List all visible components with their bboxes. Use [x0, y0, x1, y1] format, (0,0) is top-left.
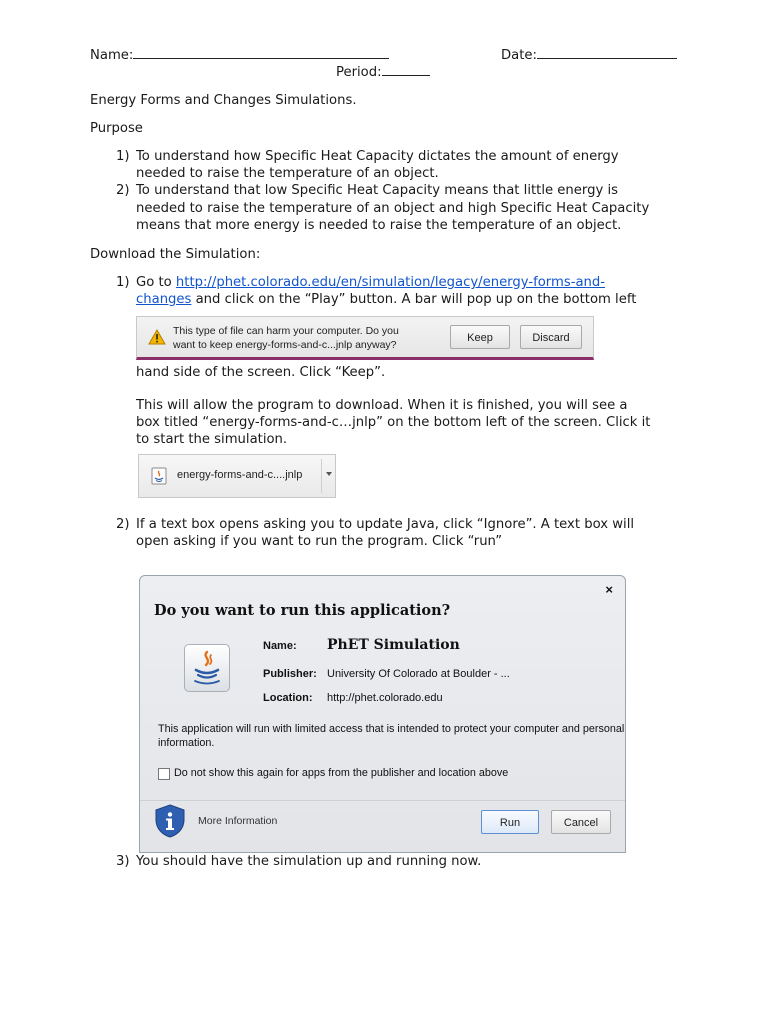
- more-information-link[interactable]: More Information: [198, 815, 278, 827]
- step-3-text: You should have the simulation up and running now.: [136, 854, 482, 869]
- date-label: Date:: [501, 48, 537, 63]
- purpose-heading: Purpose: [90, 121, 143, 136]
- dialog-title: Do you want to run this application?: [154, 602, 451, 619]
- download-chip-divider: [321, 459, 322, 493]
- app-name-value: PhET Simulation: [327, 637, 460, 653]
- simulation-link[interactable]: http://phet.colorado.edu/en/simulation/legacy/energy-forms-and-: [175, 275, 606, 290]
- purpose-item-2-line-2: needed to raise the temperature of an object and high Specific Heat Capacity: [136, 201, 650, 216]
- step-1-para-line-1: This will allow the program to download. When it is finished, you will see a: [136, 398, 628, 413]
- step-2-line-2: open asking if you want to run the program. Click “run”: [136, 534, 503, 549]
- warning-text-line-2: want to keep energy-forms-and-c...jnlp anyway?: [173, 339, 397, 351]
- run-button[interactable]: Run: [481, 810, 539, 834]
- name-blank: [133, 46, 389, 59]
- step-2-number: 2): [116, 517, 130, 532]
- step-1-line-2: [136, 291, 636, 308]
- download-chip[interactable]: [138, 454, 336, 498]
- java-run-dialog: [139, 575, 626, 853]
- jnlp-file-icon: [151, 467, 167, 485]
- step-1-para-line-2: box titled “energy-forms-and-c…jnlp” on the bottom left of the screen. Click it: [136, 415, 651, 430]
- publisher-value: University Of Colorado at Boulder - ...: [327, 668, 510, 680]
- chevron-down-icon[interactable]: [325, 471, 333, 477]
- step-1-para-line-3: to start the simulation.: [136, 432, 288, 447]
- do-not-show-label: Do not show this again for apps from the publisher and location above: [174, 767, 509, 779]
- name-label: Name:: [90, 48, 134, 63]
- purpose-item-1-line-2: needed to raise the temperature of an object.: [136, 166, 439, 181]
- name-field[interactable]: [90, 46, 389, 63]
- location-label: Location:: [263, 692, 313, 704]
- download-chip-filename: energy-forms-and-c....jnlp: [177, 469, 303, 481]
- security-message: [158, 722, 624, 750]
- publisher-label: Publisher:: [263, 668, 317, 680]
- step-1-after-bar: hand side of the screen. Click “Keep”.: [136, 365, 386, 380]
- java-logo-icon: [184, 644, 230, 692]
- step-3-number: 3): [116, 854, 130, 869]
- dialog-divider: [140, 800, 625, 801]
- period-field[interactable]: [336, 63, 430, 80]
- discard-button[interactable]: Discard: [520, 325, 582, 349]
- step-1-number: 1): [116, 275, 130, 290]
- step-2-line-1: If a text box opens asking you to update Java, click “Ignore”. A text box will: [136, 517, 635, 532]
- warning-text-line-1: This type of file can harm your computer. Do you: [173, 325, 399, 337]
- security-message-line-2: information.: [158, 737, 215, 749]
- name-field-label: Name:: [263, 640, 297, 652]
- purpose-item-2-line-1: To understand that low Specific Heat Capacity means that little energy is: [136, 183, 618, 198]
- download-heading: Download the Simulation:: [90, 247, 261, 262]
- download-warning-bar: [136, 316, 594, 360]
- date-field[interactable]: [501, 46, 677, 63]
- step-1-line-1: [136, 274, 605, 291]
- info-shield-icon[interactable]: [154, 804, 186, 838]
- do-not-show-checkbox[interactable]: [158, 768, 170, 780]
- purpose-item-1-number: 1): [116, 149, 130, 164]
- keep-button[interactable]: Keep: [450, 325, 510, 349]
- simulation-link-continued[interactable]: changes: [136, 292, 192, 307]
- close-icon[interactable]: ×: [605, 582, 613, 597]
- period-blank: [382, 63, 430, 76]
- period-label: Period:: [336, 65, 382, 80]
- security-message-line-1: This application will run with limited access that is intended to protect your computer and personal: [158, 723, 625, 735]
- date-blank: [537, 46, 677, 59]
- step-1-prefix: Go to: [136, 275, 176, 290]
- purpose-item-1-line-1: To understand how Specific Heat Capacity dictates the amount of energy: [136, 149, 619, 164]
- cancel-button[interactable]: Cancel: [551, 810, 611, 834]
- warning-icon: [148, 329, 166, 345]
- purpose-item-2-line-3: means that more energy is needed to raise the temperature of an object.: [136, 218, 622, 233]
- warning-text: [173, 324, 399, 352]
- worksheet-title: Energy Forms and Changes Simulations.: [90, 93, 357, 108]
- purpose-item-2-number: 2): [116, 183, 130, 198]
- step-1-suffix: and click on the “Play” button. A bar will pop up on the bottom left: [191, 292, 637, 307]
- location-value: http://phet.colorado.edu: [327, 692, 443, 704]
